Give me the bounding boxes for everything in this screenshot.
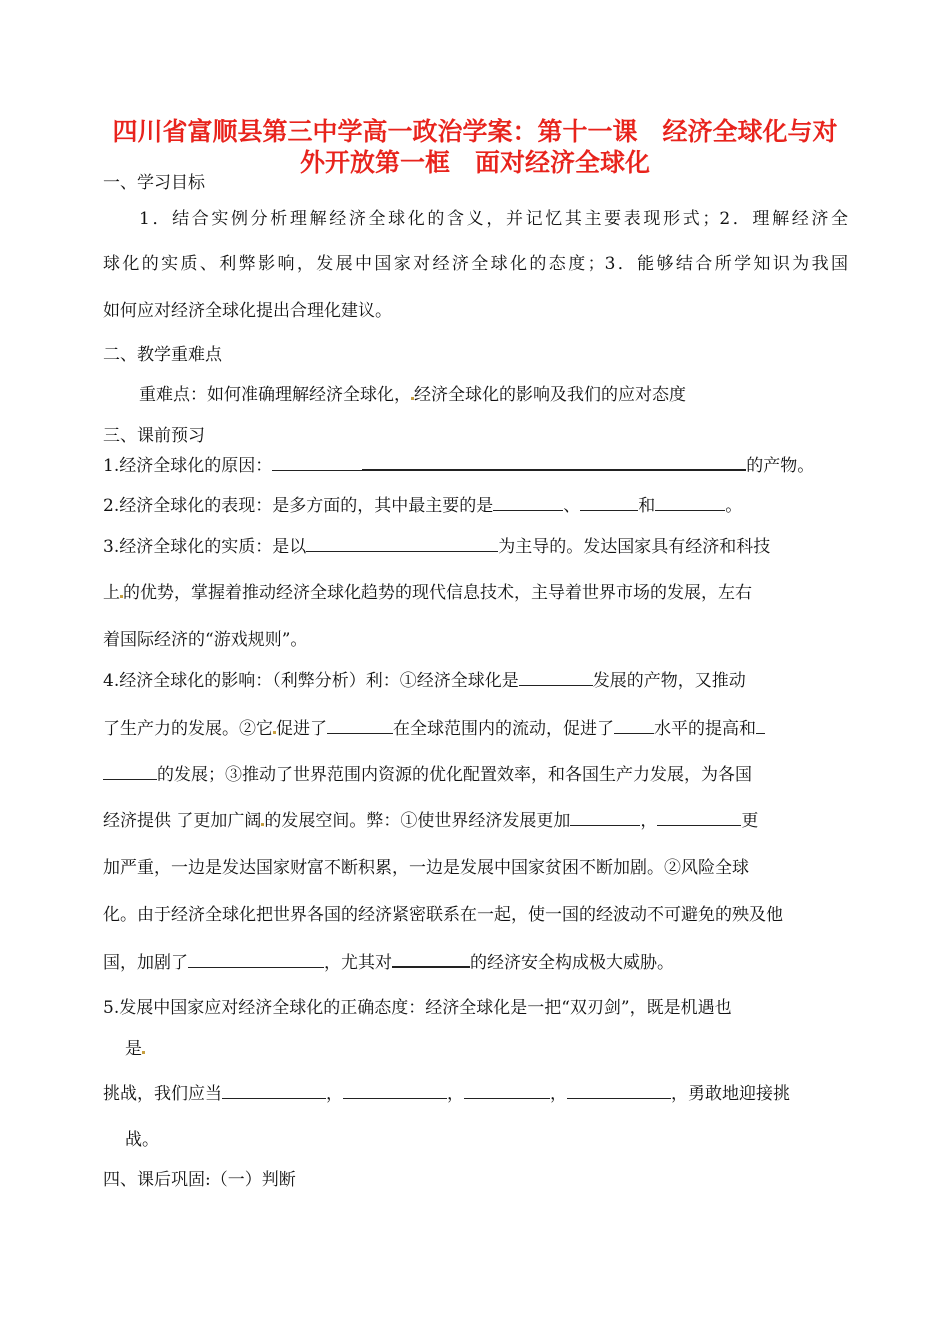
section-heading-goals: 一、学习目标 xyxy=(103,173,205,193)
question-4-line-3 xyxy=(103,760,848,785)
goals-line-1: 1．结合实例分析理解经济全球化的含义，并记忆其主要表现形式；2．理解经济全 xyxy=(139,209,848,229)
q4-blank-5[interactable] xyxy=(570,810,640,826)
q3-text-b: 为主导的。发达国家具有经济和科技 xyxy=(498,537,771,557)
q4-text-l7a: 国，加剧了 xyxy=(103,953,188,973)
question-4-line-4 xyxy=(103,806,848,831)
q1-blank-b[interactable] xyxy=(362,454,746,471)
q2-blank-2[interactable] xyxy=(580,495,638,511)
q4-blank-8[interactable] xyxy=(392,951,470,968)
q4-blank-3[interactable] xyxy=(614,718,654,734)
q4-blank-1[interactable] xyxy=(519,670,593,686)
q1-text-end: 的产物。 xyxy=(746,456,815,476)
question-2 xyxy=(103,491,848,516)
question-1 xyxy=(103,451,848,476)
q4-text-l4a: 经济提供 了更加广阔 xyxy=(103,811,262,831)
question-5-line-4: 战。 xyxy=(125,1130,159,1150)
question-3-line-2 xyxy=(103,578,848,603)
q4-text-l4c: ， xyxy=(640,811,658,831)
q3-text-l2a: 上 xyxy=(103,583,120,603)
q5-text-l2: 是 xyxy=(125,1039,142,1059)
question-3-line-1 xyxy=(103,532,848,557)
q4-text-l7c: 的经济安全构成极大威胁。 xyxy=(470,953,674,973)
q5-blank-1[interactable] xyxy=(222,1083,326,1099)
section-heading-keypoints: 二、教学重难点 xyxy=(103,345,222,365)
q1-blank-a[interactable] xyxy=(272,455,362,471)
q3-blank[interactable] xyxy=(306,536,498,552)
question-4-line-1 xyxy=(103,666,848,691)
question-4-line-2 xyxy=(103,714,848,739)
question-5-line-1: 5.发展中国家应对经济全球化的正确态度：经济全球化是一把“双刃剑”，既是机遇也 xyxy=(103,998,732,1018)
question-4-line-7 xyxy=(103,948,848,973)
q3-text-l2b: 的优势，掌握着推动经济全球化趋势的现代信息技术，主导着世界市场的发展，左右 xyxy=(123,583,752,603)
keypoints-line xyxy=(139,380,884,405)
section-heading-preview: 三、课前预习 xyxy=(103,426,205,446)
q5-blank-2[interactable] xyxy=(343,1083,447,1099)
q4-text-l4d: 更 xyxy=(741,811,759,831)
keypoints-text-b: 经济全球化的影响及我们的应对态度 xyxy=(414,385,686,405)
q5-comma-3: ， xyxy=(550,1084,567,1104)
q4-text-l2d: 水平的提高和 xyxy=(654,719,756,739)
question-3-line-3: 着国际经济的“游戏规则”。 xyxy=(103,630,308,650)
q4-blank-2[interactable] xyxy=(327,718,393,734)
section-heading-review: 四、课后巩固:（一）判断 xyxy=(103,1170,296,1190)
q2-text: 2.经济全球化的表现：是多方面的，其中最主要的是 xyxy=(103,496,494,516)
q5-comma-1: ， xyxy=(326,1084,343,1104)
q4-text-l1a: 4.经济全球化的影响：（利弊分析）利：①经济全球化是 xyxy=(103,671,519,691)
q4-text-l7b: ，尤其对 xyxy=(324,953,392,973)
q5-blank-4[interactable] xyxy=(567,1083,671,1099)
q5-comma-2: ， xyxy=(447,1084,464,1104)
question-4-line-6: 化。由于经济全球化把世界各国的经济紧密联系在一起，使一国的经波动不可避免的殃及他 xyxy=(103,905,783,925)
goals-line-2: 球化的实质、利弊影响，发展中国家对经济全球化的态度；3．能够结合所学知识为我国 xyxy=(103,254,848,274)
q4-blank-6[interactable] xyxy=(657,810,741,826)
title-line-1: 四川省富顺县第三中学高一政治学案：第十一课 经济全球化与对 xyxy=(112,117,838,146)
q4-blank-4b[interactable] xyxy=(103,764,157,780)
q1-text: 1.经济全球化的原因： xyxy=(103,456,273,476)
question-4-line-5: 加严重，一边是发达国家财富不断积累，一边是发展中国家贫困不断加剧。②风险全球 xyxy=(103,858,749,878)
q5-text-l3a: 挑战，我们应当 xyxy=(103,1084,222,1104)
q4-text-l2c: 在全球范围内的流动，促进了 xyxy=(393,719,614,739)
q4-text-l4b: 的发展空间。弊：①使世界经济发展更加 xyxy=(264,811,571,831)
q4-text-l2a: 了生产力的发展。②它 xyxy=(103,719,273,739)
q5-blank-3[interactable] xyxy=(464,1083,550,1099)
title-line-2: 外开放第一框 面对经济全球化 xyxy=(299,148,650,177)
q4-blank-4a[interactable] xyxy=(756,718,765,734)
keypoints-text-a: 重难点：如何准确理解经济全球化， xyxy=(139,385,411,405)
goals-line-3: 如何应对经济全球化提出合理化建议。 xyxy=(103,301,392,321)
q2-and: 和 xyxy=(638,496,656,516)
q4-text-l2b: 促进了 xyxy=(276,719,327,739)
mark-dot xyxy=(142,1051,145,1054)
q2-blank-1[interactable] xyxy=(493,495,563,511)
q4-text-l1b: 发展的产物，又推动 xyxy=(592,671,746,691)
q2-blank-3[interactable] xyxy=(655,495,725,511)
question-5-line-2 xyxy=(125,1034,870,1059)
q3-text-a: 3.经济全球化的实质：是以 xyxy=(103,537,307,557)
q2-end: 。 xyxy=(725,496,743,516)
q2-sep: 、 xyxy=(563,496,581,516)
question-5-line-3 xyxy=(103,1079,848,1104)
q5-text-l3b: ，勇敢地迎接挑 xyxy=(671,1084,790,1104)
q4-text-l3: 的发展；③推动了世界范围内资源的优化配置效率，和各国生产力发展，为各国 xyxy=(157,765,752,785)
q4-blank-7[interactable] xyxy=(188,952,324,968)
